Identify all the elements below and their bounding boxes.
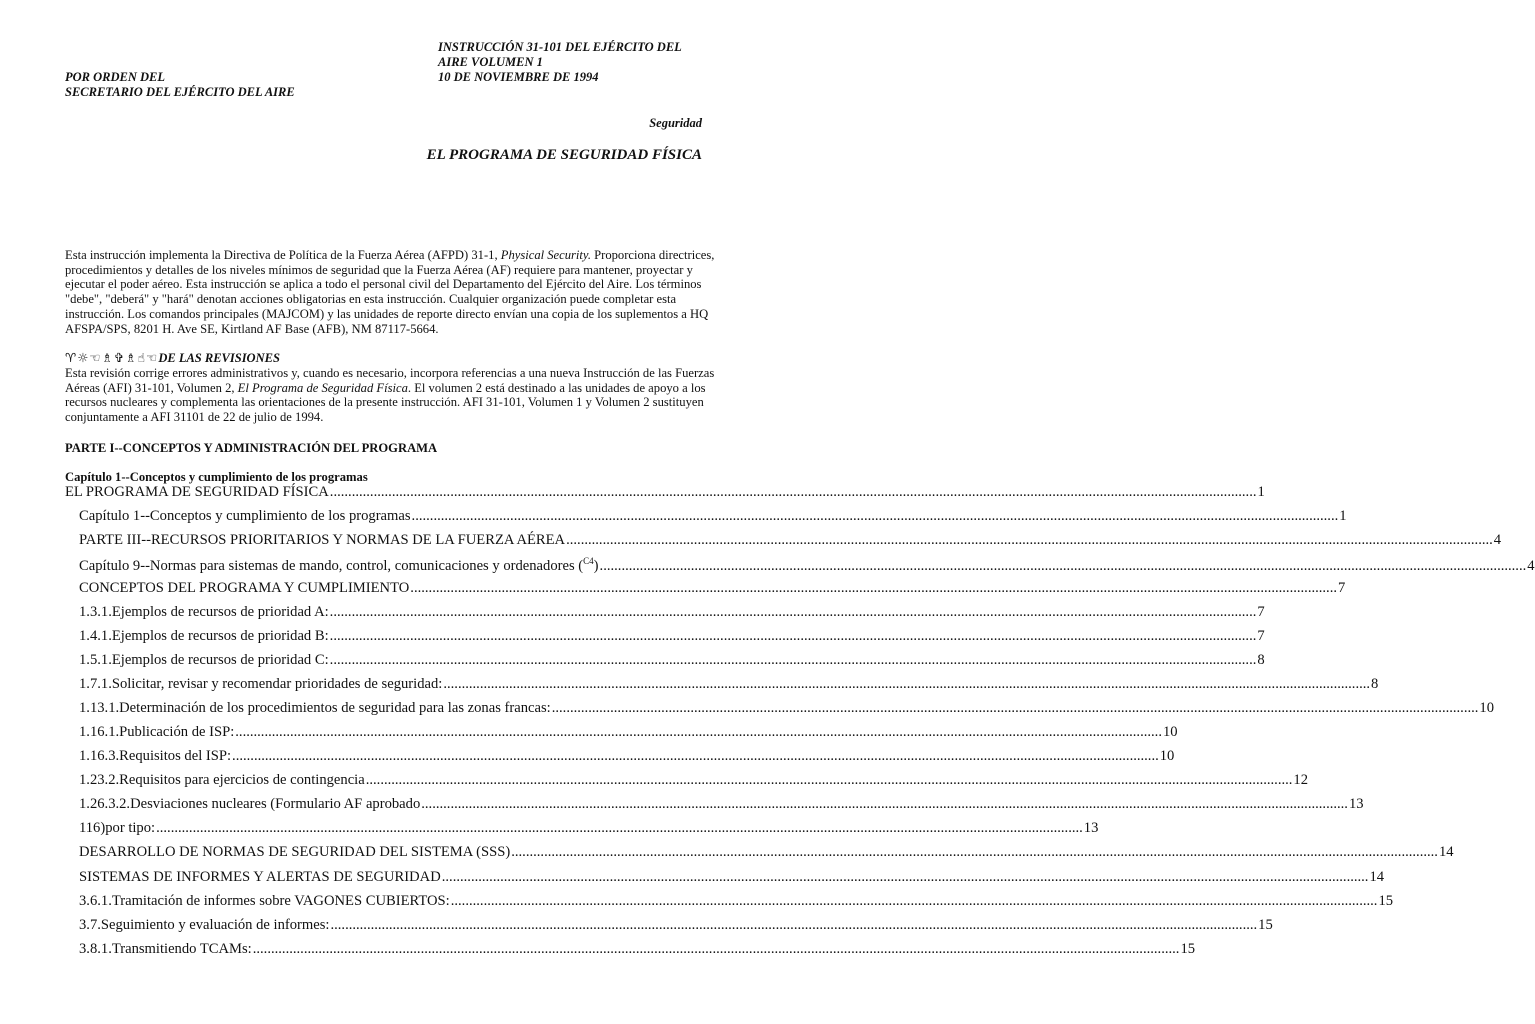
toc-leader-dots <box>156 820 1083 837</box>
toc-entry-title-text: CONCEPTOS DEL PROGRAMA Y CUMPLIMIENTO <box>79 580 410 596</box>
toc-entry-title <box>79 580 409 597</box>
toc-page-number: 7 <box>1257 604 1265 620</box>
toc-entry-number: 1.7.1. <box>79 676 112 692</box>
toc-entry-number: 3.7. <box>79 917 101 933</box>
intro-text-2: Proporciona directrices, procedimientos y detalles de los niveles mínimos de seguridad que la Fuerza Aérea (AF) requiere para mantener, proyectar y ejecutar el poder aéreo. Esta instrucción se aplica a todo el personal civil del Departamento del Ejército del Aire. Los términos "debe", "deberá" y "hará" denotan acciones obligatorias en esta instrucción. Cualquier organización puede completar esta instrucción. Los comandos principales (MAJCOM) y las unidades de reporte directo envían una copia de los suplementos a HQ AFSPA/SPS, 8201 H. Ave SE, Kirtland AF Base (AFB), NM 87117-5664. <box>65 248 715 336</box>
toc-leader-dots <box>443 676 1370 693</box>
revisions-heading-text: DE LAS REVISIONES <box>158 351 280 365</box>
toc-entry-superscript: C4 <box>583 556 594 566</box>
toc-entry-title <box>79 508 411 525</box>
toc-leader-dots <box>330 604 1257 621</box>
toc-entry-title <box>112 604 329 621</box>
toc-entry-title-text: Determinación de los procedimientos de seguridad para las zonas francas: <box>119 700 551 716</box>
toc-entry-title <box>79 532 565 549</box>
toc-entry-title <box>112 628 329 645</box>
toc-leader-dots <box>412 508 1339 525</box>
toc-page-number: 13 <box>1348 796 1364 812</box>
toc-entry-title-text: SISTEMAS DE INFORMES Y ALERTAS DE SEGURIDAD <box>79 869 441 885</box>
revisions-heading <box>65 350 280 366</box>
toc-leader-dots <box>600 558 1527 575</box>
toc-entry-title <box>105 820 155 837</box>
toc-entry-title <box>79 844 510 861</box>
instruction-block <box>438 40 682 85</box>
toc-entry[interactable] <box>79 917 1273 934</box>
toc-page-number: 8 <box>1371 676 1379 692</box>
toc-page-number: 1 <box>1339 508 1347 524</box>
toc-entry-title-text: Ejemplos de recursos de prioridad B: <box>111 628 329 644</box>
toc-entry-title-text: Capítulo 1--Conceptos y cumplimiento de los programas <box>79 508 411 524</box>
toc-leader-dots <box>232 748 1159 765</box>
toc-entry[interactable] <box>79 772 1309 789</box>
toc-leader-dots <box>330 917 1257 934</box>
toc-entry-title <box>112 941 252 958</box>
toc-entry[interactable] <box>79 796 1364 813</box>
part-heading: PARTE I--CONCEPTOS Y ADMINISTRACIÓN DEL PROGRAMA <box>65 441 438 455</box>
toc-leader-dots <box>442 869 1369 886</box>
toc-page-number: 4 <box>1493 532 1502 548</box>
toc-page-number: 4 <box>1527 557 1535 574</box>
toc-entry[interactable] <box>79 652 1265 669</box>
revisions-heading-glyphs: ♈☼☜♗✞♗☝☜ <box>65 350 159 365</box>
document-title: EL PROGRAMA DE SEGURIDAD FÍSICA <box>426 147 702 163</box>
toc-page-number: 15 <box>1258 917 1273 933</box>
toc-leader-dots <box>235 724 1162 741</box>
toc-leader-dots <box>330 652 1257 669</box>
toc-entry-title-text: EL PROGRAMA DE SEGURIDAD FÍSICA <box>65 484 329 500</box>
toc-entry-number: 3.8.1. <box>79 941 112 957</box>
toc-entry-number: 1.23.2. <box>79 772 120 788</box>
category-label: Seguridad <box>649 116 702 130</box>
toc-entry[interactable] <box>79 556 1535 575</box>
intro-paragraph <box>65 248 715 336</box>
toc-entry-title-text: Requisitos para ejercicios de contingencia <box>119 772 365 788</box>
toc-entry-title <box>130 796 420 813</box>
revisions-text-1: Esta revisión corrige errores administrativos y, cuando es necesario, incorpora referencias a una nueva Instrucción de las Fuerzas Aéreas (AFI) 31-101, Volumen 2, <box>65 366 715 395</box>
toc-leader-dots <box>410 580 1337 597</box>
toc-page-number: 10 <box>1479 700 1495 716</box>
issuer-block <box>65 70 295 100</box>
toc-entry-number: 3.6.1. <box>79 893 112 909</box>
instruction-line-1: INSTRUCCIÓN 31-101 DEL EJÉRCITO DEL <box>438 40 682 54</box>
toc-page-number: 8 <box>1257 652 1265 668</box>
toc-entry-title-text: PARTE III--RECURSOS PRIORITARIOS Y NORMAS DE LA FUERZA AÉREA <box>79 532 566 548</box>
intro-text-1: Esta instrucción implementa la Directiva de Política de la Fuerza Aérea (AFPD) 31-1, <box>65 248 501 262</box>
toc-entry-title <box>119 748 231 765</box>
toc-page-number: 15 <box>1378 893 1394 909</box>
toc-entry[interactable] <box>79 580 1346 597</box>
toc-entry-title-text: Ejemplos de recursos de prioridad A: <box>111 604 329 620</box>
toc-page-number: 1 <box>1257 484 1265 500</box>
toc-page-number: 13 <box>1083 820 1099 836</box>
toc-entry[interactable] <box>79 893 1394 910</box>
toc-leader-dots <box>253 941 1180 958</box>
intro-italic: Physical Security. <box>500 248 591 262</box>
toc-leader-dots <box>366 772 1293 789</box>
toc-entry-title <box>119 700 551 717</box>
toc-entry-title-text: Transmitiendo TCAMs: <box>111 941 252 957</box>
toc-entry[interactable] <box>79 941 1196 958</box>
chapter-heading: Capítulo 1--Conceptos y cumplimiento de los programas <box>65 470 368 484</box>
toc-entry-title-text: Capítulo 9--Normas para sistemas de mando, control, comunicaciones y ordenadores ( <box>79 557 584 574</box>
toc-page-number: 15 <box>1180 941 1196 957</box>
toc-leader-dots <box>330 484 1257 501</box>
toc-entry-title-text: Requisitos del ISP: <box>119 748 232 764</box>
toc-entry-title-text: DESARROLLO DE NORMAS DE SEGURIDAD DEL SISTEMA (SSS) <box>79 844 511 860</box>
toc-entry-title-text: por tipo: <box>105 820 156 836</box>
toc-entry-number: 1.13.1. <box>79 700 120 716</box>
toc-leader-dots <box>566 532 1493 549</box>
toc-entry-number: 1.3.1. <box>79 604 112 620</box>
toc-entry-number: 1.4.1. <box>79 628 112 644</box>
toc-leader-dots <box>451 893 1378 910</box>
toc-entry[interactable] <box>79 748 1175 765</box>
toc-entry-title <box>112 893 450 910</box>
toc-entry-title-text: Desviaciones nucleares (Formulario AF aprobado <box>130 796 421 812</box>
toc-entry[interactable] <box>79 628 1265 645</box>
toc-entry-title <box>112 676 443 693</box>
toc-entry-title-text: Tramitación de informes sobre VAGONES CUBIERTOS: <box>111 893 450 909</box>
toc-entry-title <box>112 652 329 669</box>
issuer-line-1: POR ORDEN DEL <box>65 70 166 84</box>
toc-page-number: 7 <box>1338 580 1346 596</box>
toc-page-number: 12 <box>1293 772 1309 788</box>
toc-leader-dots <box>330 628 1257 645</box>
toc-entry[interactable] <box>79 508 1347 525</box>
instruction-date: 10 DE NOVIEMBRE DE 1994 <box>438 70 599 84</box>
revisions-paragraph <box>65 366 715 425</box>
toc-entry[interactable] <box>79 604 1265 621</box>
toc-entry[interactable] <box>79 844 1454 861</box>
instruction-line-2: AIRE VOLUMEN 1 <box>438 55 543 69</box>
toc-entry-title-suffix: ) <box>593 557 599 574</box>
toc-entry[interactable] <box>79 676 1379 693</box>
toc-page-number: 14 <box>1369 869 1385 885</box>
toc-entry[interactable] <box>79 869 1385 886</box>
toc-entry-title <box>101 917 330 934</box>
toc-entry[interactable] <box>79 820 1099 837</box>
toc-entry[interactable] <box>79 700 1495 717</box>
toc-entry-title <box>119 772 365 789</box>
toc-entry-title-text: Seguimiento y evaluación de informes: <box>100 917 330 933</box>
toc-page-number: 10 <box>1162 724 1178 740</box>
toc-entry-title-text: Solicitar, revisar y recomendar prioridades de seguridad: <box>111 676 443 692</box>
toc-entry[interactable] <box>79 532 1502 549</box>
toc-entry-number: 1.26.3.2. <box>79 796 131 812</box>
toc-leader-dots <box>421 796 1348 813</box>
toc-entry-title <box>79 556 599 575</box>
toc-page-number: 10 <box>1159 748 1175 764</box>
toc-entry[interactable] <box>65 484 1265 501</box>
toc-entry-title-text: Ejemplos de recursos de prioridad C: <box>111 652 329 668</box>
toc-entry-number: 1.5.1. <box>79 652 112 668</box>
toc-entry-title-text: Publicación de ISP: <box>119 724 235 740</box>
toc-entry[interactable] <box>79 724 1178 741</box>
toc-leader-dots <box>511 844 1438 861</box>
revisions-text-2: . El volumen 2 está destinado a las unidades de apoyo a los recursos nucleares y complementa las orientaciones de la presente instrucción. AFI 31-101, Volumen 1 y Volumen 2 sustituyen conjuntamente a AFI 31101 de 22 de julio de 1994. <box>65 380 706 425</box>
toc-entry-title <box>65 484 329 501</box>
toc-entry-title <box>119 724 234 741</box>
issuer-line-2: SECRETARIO DEL EJÉRCITO DEL AIRE <box>65 85 295 99</box>
toc-entry-title <box>79 869 441 886</box>
toc-page-number: 14 <box>1438 844 1454 860</box>
toc-leader-dots <box>552 700 1479 717</box>
toc-entry-number: 1.16.1. <box>79 724 120 740</box>
revisions-italic: El Programa de Seguridad Física <box>237 380 408 395</box>
toc-entry-number: 1.16.3. <box>79 748 120 764</box>
toc-page-number: 7 <box>1257 628 1265 644</box>
toc-entry-number: 116) <box>79 820 106 836</box>
